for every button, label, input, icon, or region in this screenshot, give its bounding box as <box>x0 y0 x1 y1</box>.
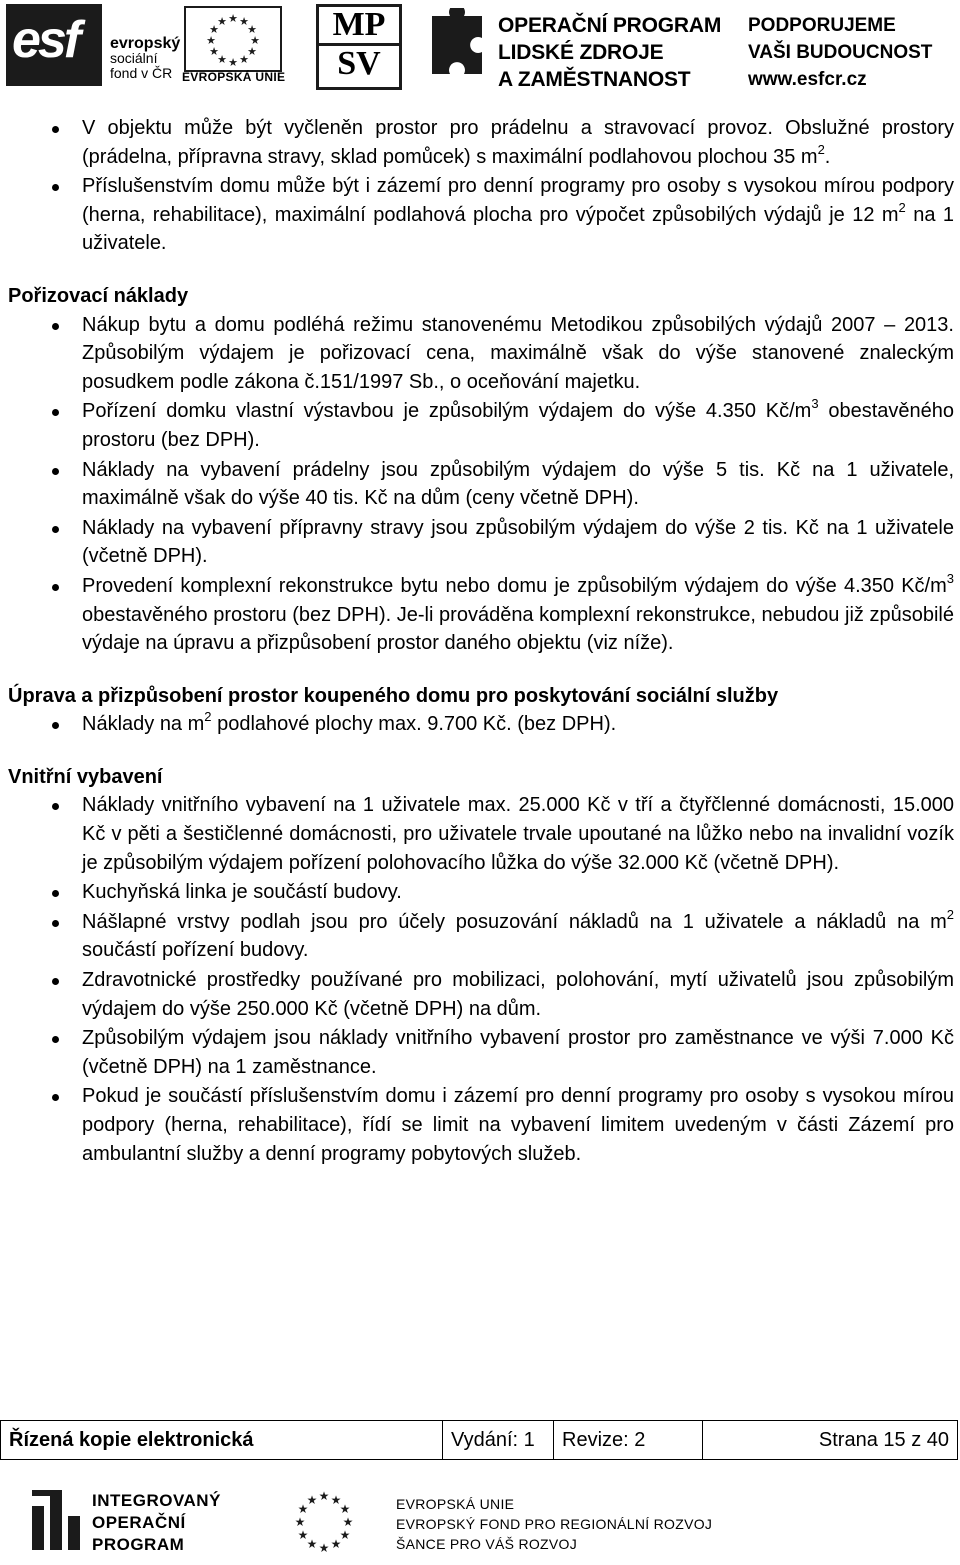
list-item <box>8 456 954 513</box>
iop-line: PROGRAM <box>92 1535 185 1554</box>
mpsv-logo <box>316 4 402 90</box>
section-list <box>8 710 954 739</box>
svg-text:★: ★ <box>297 1528 309 1542</box>
esf-sub-line: evropský <box>110 35 181 52</box>
svg-text:★: ★ <box>342 1515 354 1529</box>
section-uprava-prostor <box>8 682 954 739</box>
item-text: podlahové plochy max. 9.700 Kč. (bez DPH). <box>211 713 617 736</box>
mpsv-line: MP <box>332 6 386 43</box>
iop-line: OPERAČNÍ <box>92 1513 186 1532</box>
esf-sub-line: fond v ČR <box>110 65 173 81</box>
eu-flag-icon <box>184 6 282 72</box>
item-text: Zdravotnické prostředky používané pro mobilizaci, polohování, mytí uživatelů jsou způsobilým výdajem do výše 250.000 Kč (včetně DPH) na dům. <box>82 969 954 1020</box>
list-item <box>8 966 954 1023</box>
item-text: na 1 uživatele. <box>82 203 954 255</box>
svg-text:★: ★ <box>318 1541 330 1555</box>
esf-sub-line: sociální <box>110 50 158 66</box>
list-item <box>8 908 954 965</box>
bullet-icon <box>52 584 59 591</box>
mpsv-line: SV <box>319 43 399 82</box>
section-heading: Pořizovací náklady <box>8 284 189 307</box>
esfcr-link[interactable]: www.esfcr.cz <box>748 69 867 90</box>
superscript: 2 <box>204 709 212 725</box>
svg-text:★: ★ <box>228 12 238 25</box>
bullet-icon <box>52 409 59 416</box>
bullet-icon <box>52 323 59 330</box>
section-heading: Úprava a přizpůsobení prostor koupeného domu pro poskytování sociální služby <box>8 684 779 707</box>
document-footer-table <box>0 1420 958 1460</box>
item-text: Způsobilým výdajem jsou náklady vnitřního vybavení prostor pro zaměstnance ve výši 7.000 Kč (včetně DPH) na 1 zaměstnance. <box>82 1027 954 1078</box>
svg-text:★: ★ <box>247 45 257 58</box>
podporujeme-slogan <box>748 12 932 93</box>
iop-title <box>92 1490 221 1556</box>
iop-logo-icon <box>26 1486 86 1558</box>
svg-text:★: ★ <box>247 23 257 36</box>
superscript: 2 <box>817 141 825 157</box>
item-text: V objektu může být vyčleněn prostor pro prádelnu a stravovací provoz. Obslužné prostory (prádelna, přípravna stravy, sklad pomůcek) s maximální podlahovou plochou 35 m <box>82 117 954 168</box>
svg-text:★: ★ <box>209 23 219 36</box>
slogan-line: PODPORUJEME <box>748 15 896 36</box>
section-vnitrni-vybaveni <box>8 763 954 1168</box>
list-item <box>8 572 954 658</box>
footer-vydani: Vydání: 1 <box>443 1421 554 1460</box>
list-item <box>8 114 954 171</box>
svg-text:★: ★ <box>294 1515 306 1529</box>
item-text: Náklady vnitřního vybavení na 1 uživatele max. 25.000 Kč v tří a čtyřčlenné domácnosti, 15.000 Kč v pěti a šestičlenné domácnosti, pro uživatele trvale upoutané na lůžko nebo na invalidní vozík je způsobilým výdajem pořízení polohovacího lůžka do výše 32.000 Kč (včetně DPH). <box>82 794 954 874</box>
item-text: Pořízení domku vlastní výstavbou je způsobilým výdajem do výše 4.350 Kč/m <box>82 400 812 423</box>
svg-text:★: ★ <box>330 1493 342 1507</box>
section-porizovaci-naklady <box>8 282 954 658</box>
item-text: . <box>824 145 831 168</box>
bullet-icon <box>52 803 59 810</box>
header-logo-bar <box>0 0 960 96</box>
bullet-icon <box>52 920 59 927</box>
svg-text:★: ★ <box>318 1489 330 1503</box>
efrr-line: EVROPSKÝ FOND PRO REGIONÁLNÍ ROZVOJ <box>396 1516 713 1532</box>
item-text: Nášlapné vrstvy podlah jsou pro účely posuzování nákladů na 1 uživatele a nákladů na m <box>82 910 947 933</box>
bullet-icon <box>52 978 59 985</box>
slogan-line: VAŠI BUDOUCNOST <box>748 42 933 63</box>
list-item <box>8 791 954 877</box>
bullet-icon <box>52 722 59 729</box>
bullet-icon <box>52 184 59 191</box>
op-line: OPERAČNÍ PROGRAM <box>498 14 722 37</box>
footer-revize: Revize: 2 <box>554 1421 703 1460</box>
efrr-title <box>396 1494 712 1554</box>
bullet-icon <box>52 1094 59 1101</box>
item-text: Náklady na m <box>82 713 205 736</box>
svg-text:★: ★ <box>239 53 249 66</box>
svg-text:★: ★ <box>339 1528 351 1542</box>
list-item <box>8 1082 954 1168</box>
svg-text:★: ★ <box>217 53 227 66</box>
eu-flag-icon <box>268 1486 380 1558</box>
document-body <box>8 114 954 1169</box>
svg-text:★: ★ <box>330 1537 342 1551</box>
item-text: Nákup bytu a domu podléhá režimu stanovenému Metodikou způsobilých výdajů 2007 – 2013. Způsobilým výdajem je pořizovací cena, maximálně však do výše stanovené znaleckým posudkem podle zákona č.151/1997 Sb., o oceňování majetku. <box>82 313 954 393</box>
bullet-icon <box>52 468 59 475</box>
svg-text:★: ★ <box>306 1493 318 1507</box>
bullet-icon <box>52 1036 59 1043</box>
efrr-line: EVROPSKÁ UNIE <box>396 1496 515 1512</box>
esf-logo-subtitle <box>110 36 180 81</box>
svg-text:★: ★ <box>250 34 260 47</box>
superscript: 2 <box>946 906 954 922</box>
item-text: Náklady na vybavení přípravny stravy jsou způsobilým výdajem do výše 2 tis. Kč na 1 uživatele (včetně DPH). <box>82 516 954 568</box>
section-list <box>8 311 954 658</box>
list-item <box>8 172 954 258</box>
eu-label: EVROPSKÁ UNIE <box>182 70 286 84</box>
bullet-icon <box>52 526 59 533</box>
list-item <box>8 311 954 397</box>
item-text: obestavěného prostoru (bez DPH). Je-li prováděna komplexní rekonstrukce, nebudou již způsobilé výdaje na úpravu a přizpůsobení prostor daného objektu (viz níže). <box>82 603 954 655</box>
svg-text:★: ★ <box>228 56 238 69</box>
footer-kopie: Řízená kopie elektronická <box>1 1421 443 1460</box>
svg-text:★: ★ <box>206 34 216 47</box>
bullet-icon <box>52 126 59 133</box>
esf-logo <box>6 4 102 86</box>
svg-text:★: ★ <box>297 1502 309 1516</box>
list-item <box>8 397 954 454</box>
list-item <box>8 1024 954 1081</box>
item-text: Pokud je součástí příslušenstvím domu i zázemí pro denní programy pro osoby s vysokou mírou podpory (herna, rehabilitace), řídí se limit na vybavení limitem uvedeným v části Zázemí pro ambulantní služby a denní programy pobytových služeb. <box>82 1085 954 1165</box>
item-text: Náklady na vybavení prádelny jsou způsobilým výdajem do výše 5 tis. Kč na 1 uživatele, maximálně však do výše 40 tis. Kč na dům (ceny včetně DPH). <box>82 458 954 510</box>
svg-text:★: ★ <box>217 15 227 28</box>
bullet-icon <box>52 890 59 897</box>
bottom-logo-bar <box>0 1478 960 1565</box>
svg-text:★: ★ <box>239 15 249 28</box>
item-text: obestavěného prostoru (bez DPH). <box>82 400 954 451</box>
op-line: A ZAMĚSTNANOST <box>498 68 691 91</box>
superscript: 3 <box>946 570 954 586</box>
efrr-line: ŠANCE PRO VÁŠ ROZVOJ <box>396 1536 578 1552</box>
footer-page-number: Strana 15 z 40 <box>703 1421 958 1460</box>
esf-logo-text: esf <box>12 11 79 69</box>
list-item <box>8 514 954 571</box>
item-text: Provedení komplexní rekonstrukce bytu nebo domu je způsobilým výdajem do výše 4.350 Kč/m <box>82 574 947 597</box>
iop-line: INTEGROVANÝ <box>92 1491 221 1510</box>
op-line: LIDSKÉ ZDROJE <box>498 41 664 64</box>
item-text: Kuchyňská linka je součástí budovy. <box>82 881 402 904</box>
footer-row <box>1 1421 958 1460</box>
list-item <box>8 710 954 739</box>
item-text: Příslušenstvím domu může být i zázemí pro denní programy pro osoby s vysokou mírou podpory (herna, rehabilitace), maximální podlahová plocha pro výpočet způsobilých výdajů je 12 m <box>82 175 954 226</box>
intro-list <box>8 114 954 258</box>
puzzle-icon <box>428 8 488 82</box>
list-item <box>8 878 954 907</box>
op-lzz-title <box>498 12 721 93</box>
superscript: 2 <box>898 199 906 215</box>
svg-text:★: ★ <box>306 1537 318 1551</box>
superscript: 3 <box>811 396 819 412</box>
svg-text:★: ★ <box>339 1502 351 1516</box>
section-heading: Vnitřní vybavení <box>8 765 163 788</box>
svg-text:★: ★ <box>209 45 219 58</box>
section-list <box>8 791 954 1168</box>
item-text: součástí pořízení budovy. <box>82 939 309 962</box>
